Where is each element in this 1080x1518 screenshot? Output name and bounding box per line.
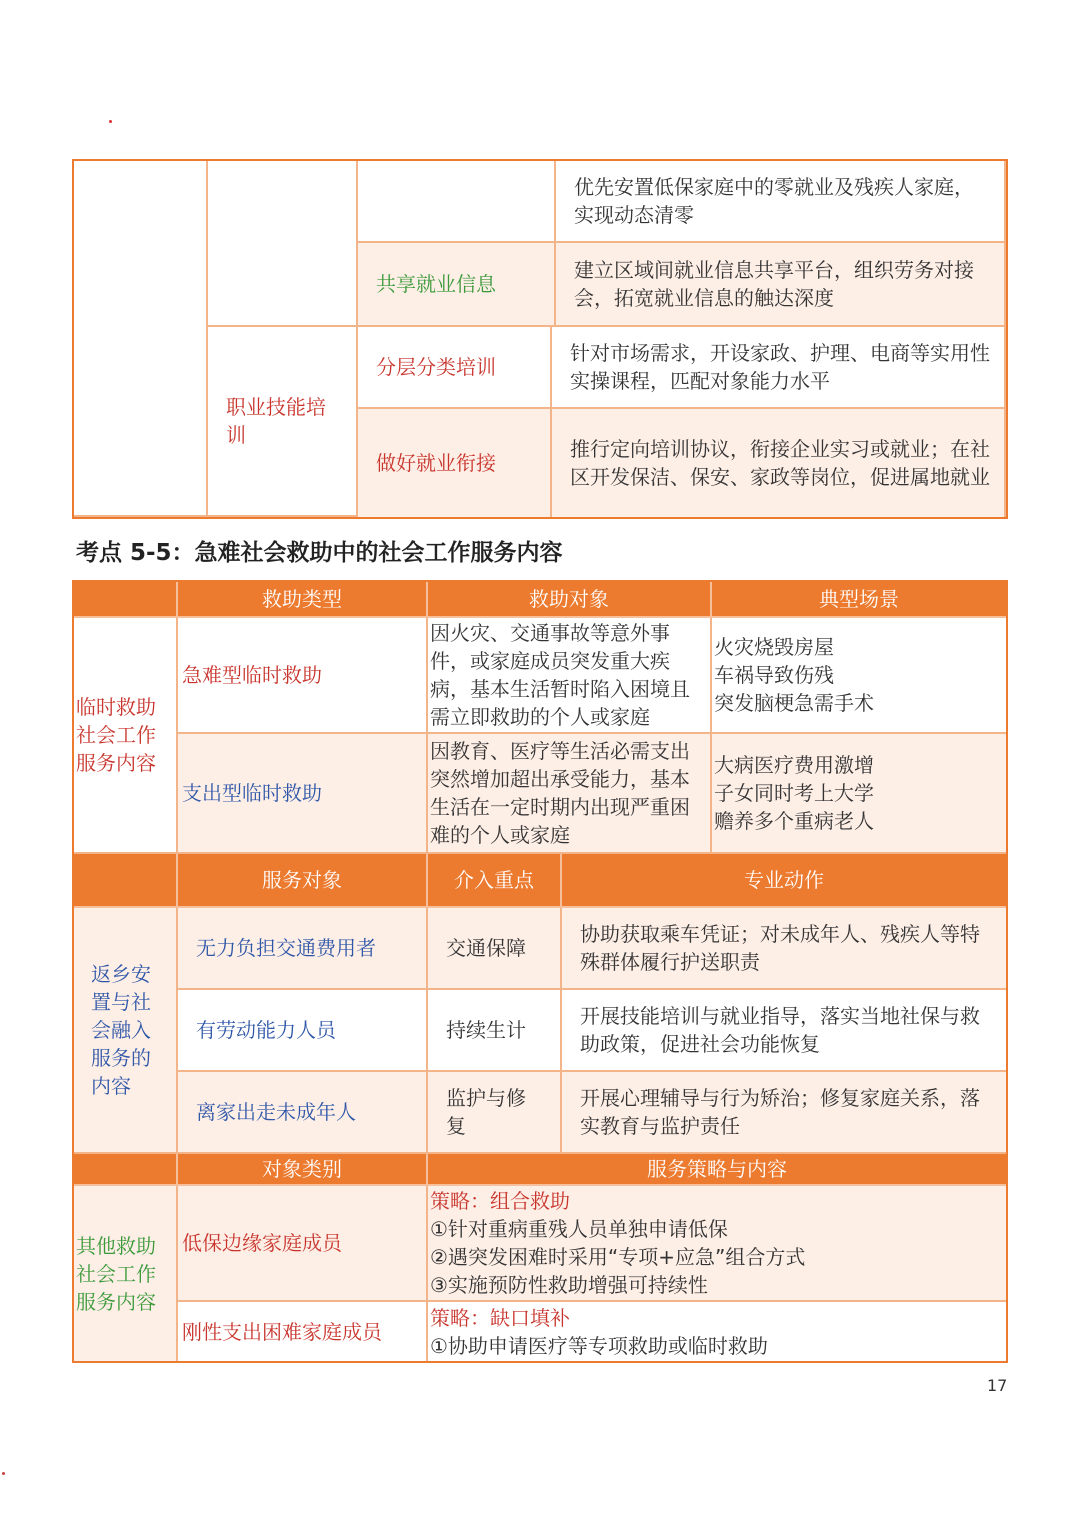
service-target-label: 有劳动能力人员: [196, 1018, 336, 1042]
strategy-item: ①协助申请医疗等专项救助或临时救助: [430, 1333, 768, 1358]
action-text: 协助获取乘车凭证；对未成年人、残疾人等特殊群体履行护送职责: [580, 922, 980, 974]
service-target-cell: [178, 908, 428, 990]
content-cell: [556, 243, 1006, 327]
group-label: 返乡安置与社会融入服务的内容: [91, 962, 151, 1098]
group-cell: [74, 908, 178, 1154]
category-label: 刚性支出困难家庭成员: [182, 1319, 382, 1344]
header-strategy: 服务策略与内容: [428, 1154, 1006, 1186]
content-text: 推行定向培训协议，衔接企业实习或就业；在社区开发保洁、保安、家政等岗位，促进属地就业: [570, 437, 990, 489]
scene-text: 大病医疗费用激增: [714, 753, 874, 777]
content-text: 针对市场需求，开设家政、护理、电商等实用性实操课程，匹配对象能力水平: [570, 341, 990, 393]
category-cell: [178, 1186, 428, 1302]
action-cell: [562, 908, 1006, 990]
blank-cell: [74, 161, 208, 517]
scene-text: 火灾烧毁房屋: [714, 635, 834, 659]
service-target-cell: [178, 990, 428, 1072]
strategy-label: 策略：组合救助: [430, 1189, 570, 1213]
relief-target-text: 因教育、医疗等生活必需支出突然增加超出承受能力，基本生活在一定时期内出现严重困难的个人或家庭: [430, 739, 690, 847]
focus-cell: [428, 990, 562, 1072]
scene-text: 子女同时考上大学: [714, 781, 874, 805]
blank-cell: [208, 161, 358, 327]
strategy-item: ③实施预防性救助增强可持续性: [430, 1273, 708, 1297]
focus-label: 交通保障: [446, 936, 526, 960]
blank-cell: [358, 161, 556, 243]
group-label: 临时救助社会工作服务内容: [76, 695, 156, 775]
service-target-cell: [178, 1072, 428, 1154]
relief-target-text: 因火灾、交通事故等意外事件，或家庭成员突发重大疾病，基本生活暂时陷入困境且需立即救助的个人或家庭: [430, 621, 690, 729]
header-typical-scene: 典型场景: [712, 582, 1006, 618]
action-text: 开展心理辅导与行为矫治；修复家庭关系，落实教育与监护责任: [580, 1086, 980, 1138]
focus-cell: [428, 1072, 562, 1154]
measure-label: 分层分类培训: [376, 355, 496, 379]
section-title: 考点 5-5：急难社会救助中的社会工作服务内容: [76, 540, 563, 566]
group-label: 其他救助社会工作服务内容: [76, 1233, 156, 1314]
page-number: 17: [987, 1376, 1008, 1395]
content-cell: [552, 409, 1006, 517]
content-text: 建立区域间就业信息共享平台，组织劳务对接会，拓宽就业信息的触达深度: [574, 258, 974, 310]
service-target-label: 离家出走未成年人: [196, 1100, 356, 1124]
group-cell: [74, 618, 178, 854]
relief-type-label: 支出型临时救助: [182, 781, 322, 805]
relief-type-label: 急难型临时救助: [182, 663, 322, 687]
action-cell: [562, 1072, 1006, 1154]
group-label: 职业技能培训: [226, 395, 326, 447]
measure-cell: [358, 327, 552, 409]
action-text: 开展技能培训与就业指导，落实当地社保与救助政策，促进社会功能恢复: [580, 1004, 980, 1056]
group-cell: [208, 327, 358, 517]
action-cell: [562, 990, 1006, 1072]
measure-label: 共享就业信息: [376, 272, 496, 296]
header-focus: 介入重点: [428, 854, 562, 908]
scene-text: 突发脑梗急需手术: [714, 691, 874, 715]
header-category: 对象类别: [178, 1154, 428, 1186]
header-relief-type: 救助类型: [178, 582, 428, 618]
header-relief-target: 救助对象: [428, 582, 712, 618]
relief-target-cell: [428, 618, 712, 734]
category-label: 低保边缘家庭成员: [182, 1231, 342, 1255]
group-cell: [74, 1186, 178, 1361]
content-cell: [556, 161, 1006, 243]
content-cell: [552, 327, 1006, 409]
scene-text: 车祸导致伤残: [714, 663, 834, 687]
header-service-target: 服务对象: [178, 854, 428, 908]
header-blank: [74, 1154, 178, 1186]
header-blank: [74, 582, 178, 618]
strategy-item: ①针对重病重残人员单独申请低保: [430, 1217, 728, 1241]
relief-type-cell: [178, 618, 428, 734]
measure-cell: [358, 243, 556, 327]
employment-table: [72, 159, 1008, 519]
focus-cell: [428, 908, 562, 990]
scene-cell: [712, 734, 1006, 854]
service-target-label: 无力负担交通费用者: [196, 936, 376, 960]
scene-cell: [712, 618, 1006, 734]
scene-text: 赡养多个重病老人: [714, 809, 874, 833]
category-cell: [178, 1302, 428, 1361]
relief-table: [72, 580, 1008, 1363]
header-blank: [74, 854, 178, 908]
focus-label: 监护与修复: [446, 1086, 526, 1138]
strategy-cell: [428, 1186, 1006, 1302]
decorative-dot: [2, 1472, 5, 1475]
strategy-item: ②遇突发困难时采用“专项+应急”组合方式: [430, 1245, 806, 1269]
measure-cell: [358, 409, 552, 517]
content-text: 优先安置低保家庭中的零就业及残疾人家庭，实现动态清零: [574, 175, 974, 227]
header-action: 专业动作: [562, 854, 1006, 908]
relief-type-cell: [178, 734, 428, 854]
strategy-label: 策略：缺口填补: [430, 1305, 570, 1330]
measure-label: 做好就业衔接: [376, 451, 496, 475]
strategy-cell: [428, 1302, 1006, 1361]
relief-target-cell: [428, 734, 712, 854]
decorative-dot: [109, 120, 112, 123]
focus-label: 持续生计: [446, 1018, 526, 1042]
